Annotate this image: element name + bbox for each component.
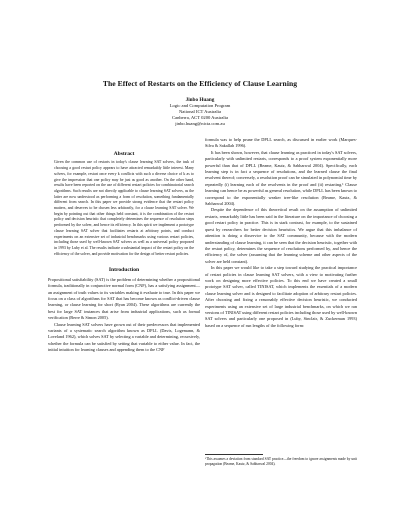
author-name: Jinbo Huang — [185, 97, 215, 103]
abstract-text: Given the common use of restarts in today's clause learning SAT solvers, the task of choosing a good restart policy appears to have attracted remarkably little interest. Many solvers, for example, restart once every k conflicts with such a diverse choice of k as to give the impression that one policy may be just as good as another. On the other hand, results have been reported on the use of different restart policies for combinatorial search algorithms. Such results are not directly applicable to clause learning SAT solvers, as the latter are now understood as performing a form of resolution, something fundamentally different from search. In this paper we provide strong evidence that the restart policy matters, and deserves to be chosen less arbitrarily, for a clause learning SAT solver. We begin by pointing out that other things held constant, it is the combination of the restart policy and decision heuristic that completely determines the sequence of resolution steps performed by the solver, and hence its efficiency. In this spirit we implement a prototype clause learning SAT solver that facilitates restarts at arbitrary points, and conduct experiments on an extensive set of industrial benchmarks using various restart policies, including those used by well-known SAT solvers as well as a universal policy proposed in 1993 by Luby et al. The results indicate a substantial impact of the restart policy on the efficiency of the solver, and provide motivation for the design of better restart policies. — [54, 160, 194, 256]
right-column — [205, 137, 357, 329]
left-column — [48, 151, 200, 354]
introduction-heading: Introduction — [108, 267, 140, 274]
body-paragraph: Propositional satisfiability (SAT) is the problem of determining whether a propositional formula, traditionally in conjunctive normal form (CNF), has a satisfying assignment—an assignment of truth values to its variables making it evaluate to true. In this paper we focus on a class of algorithms for SAT that has become known as conflict-driven clause learning, or clause learning for short (Ryan 2004). These algorithms are currently the best for large SAT instances that arise from industrial applications, such as formal verification (Berre & Simon 2005). — [48, 276, 200, 321]
author-block — [140, 97, 260, 127]
body-paragraph: Clause learning SAT solvers have grown out of their predecessors that implemented variants of a systematic search algorithm known as DPLL (Davis, Logemann, & Loveland 1962), which solves SAT by selecting a variable and determining, recursively, whether the formula can be satisfied by setting that variable to either value. In fact, the initial intuition for learning clauses and appending them to the CNF — [48, 321, 200, 353]
paper-title: The Effect of Restarts on the Efficiency of Clause Learning — [102, 79, 298, 88]
author-affiliation-line: Canberra, ACT 0200 Australia — [171, 115, 229, 121]
body-paragraph: Despite the dependence of this theoretical result on the assumption of unlimited restarts, remarkably little has been said in the literature on the importance of choosing a good restart policy in practice. This is in stark contrast, for example, to the sustained quest by researchers for better decision heuristics. We argue that this imbalance of attention is doing a disservice to the SAT community, because with the modern understanding of clause learning, it can be seen that the decision heuristic, together with the restart policy, determines the sequence of resolutions performed by, and hence the efficiency of, the solver (assuming that the learning scheme and other aspects of the solver are held constant). — [205, 207, 357, 264]
author-affiliation-line: Logic and Computation Program — [169, 103, 231, 109]
abstract-heading: Abstract — [113, 151, 135, 157]
body-paragraph: In this paper we would like to take a step toward studying the practical importance of restart policies in clause learning SAT solvers, with a view to motivating further work on designing more effective policies. To this end we have created a small prototype SAT solver, called TINISAT, which implements the essentials of a modern clause learning solver and is designed to facilitate adoption of arbitrary restart policies. After choosing and fixing a reasonably effective decision heuristic, we conducted experiments using an extensive set of large industrial benchmarks, on which we ran versions of TINISAT using different restart policies including those used by well-known SAT solvers and particularly one proposed in (Luby, Sinclair, & Zuckerman 1993) based on a sequence of run lengths of the following form: — [205, 265, 357, 328]
body-paragraph: It has been shown, however, that clause learning as practiced in today's SAT solvers, particularly with unlimited restarts, corresponds to a proof system exponentially more powerful than that of DPLL (Beame, Kautz, & Sabharwal 2004). Specifically, each learning step is in fact a sequence of resolutions, and the learned clause the final resolvent thereof; conversely, a resolution proof can be simulated in polynomial time by repeatedly (i) learning each of the resolvents in the proof and (ii) restarting.¹ Clause learning can hence be as powerful as general resolution, while DPLL has been known to correspond to the exponentially weaker tree-like resolution (Beame, Kautz, & Sabharwal 2004). — [205, 149, 357, 207]
body-paragraph: formula was to help prune the DPLL search, as discussed in earlier work (Marques-Silva & Sakallah 1996). — [205, 137, 357, 149]
footnote: ¹This assumes a deviation from standard SAT practice—the freedom to ignore assignments made by unit propagation (Beame, Kautz, & Sabharwal 2004). — [205, 457, 357, 467]
author-email: jinbo.huang@nicta.com.au — [175, 121, 225, 127]
footnote-divider — [205, 454, 263, 455]
author-affiliation-line: National ICT Australia — [178, 109, 222, 115]
